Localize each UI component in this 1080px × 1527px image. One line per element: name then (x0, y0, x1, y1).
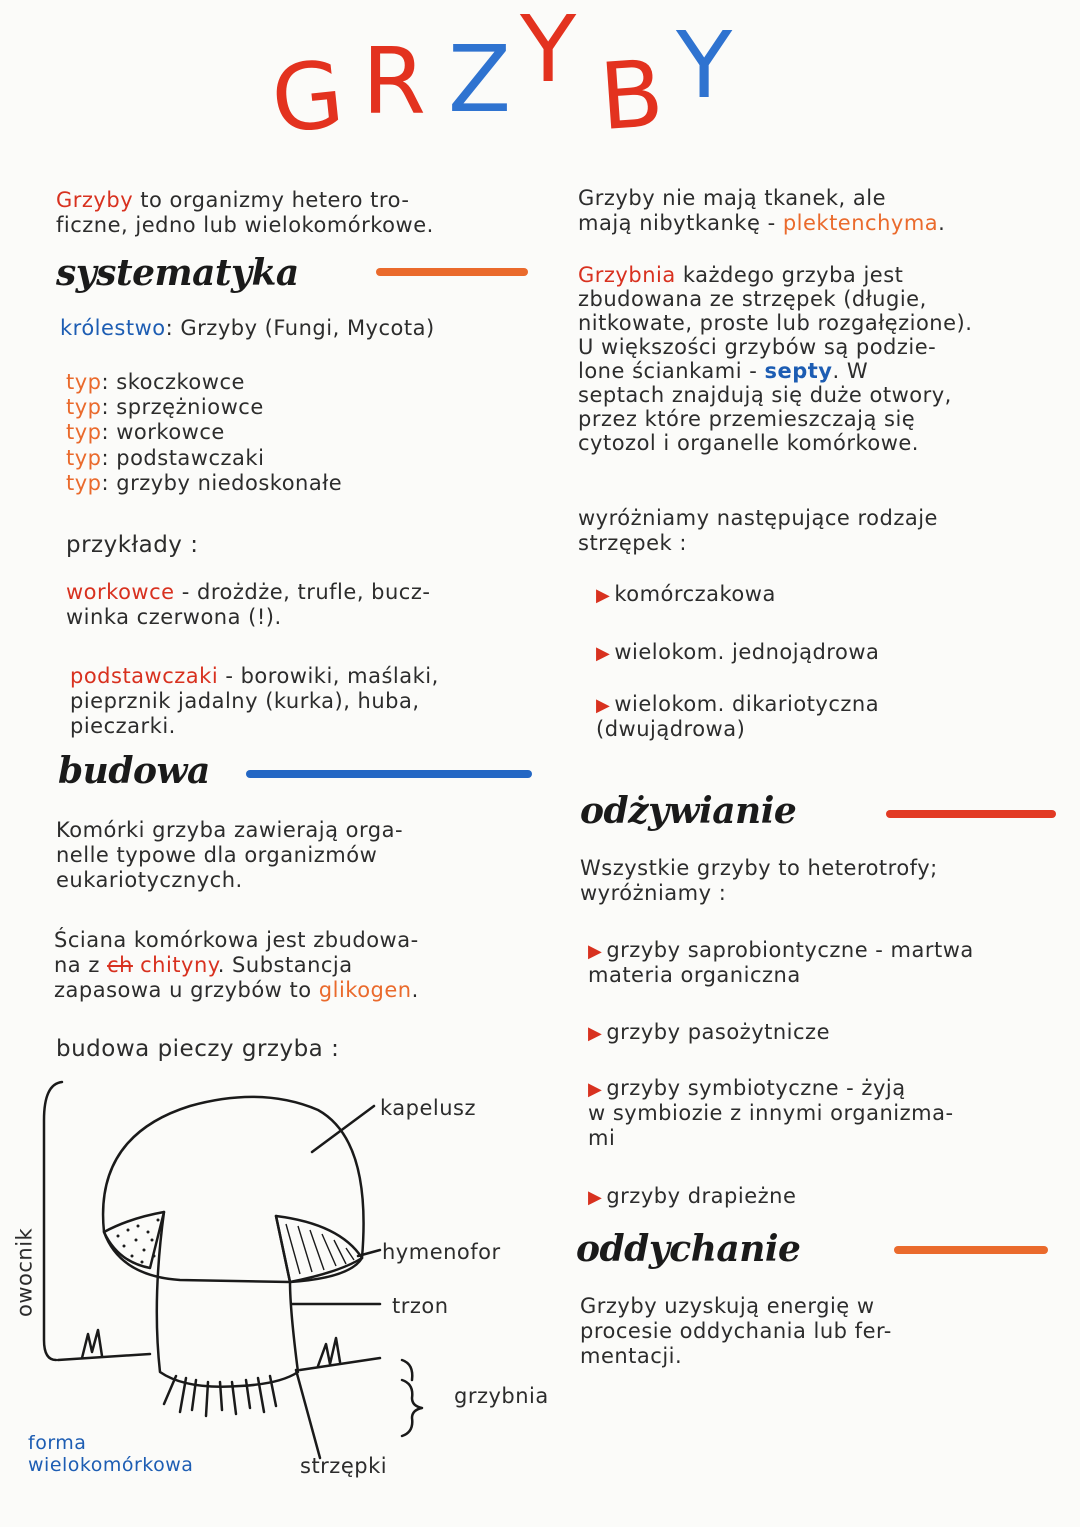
budowa-heading: budowa (58, 750, 210, 792)
odzywianie-item: ▶ grzyby pasożytnicze (588, 1020, 830, 1044)
owocnik-bracket (44, 1082, 62, 1360)
triangle-bullet-icon: ▶ (596, 643, 611, 664)
title-letter: Z (448, 26, 512, 133)
intro-text: Grzyby to organizmy hetero tro- ficzne, jedno lub wielokomórkowe. (56, 188, 434, 237)
rodzaj-item: ▶ wielokom. dikariotyczna (dwujądrowa) (596, 692, 880, 741)
label-trzon: trzon (392, 1294, 449, 1318)
rodzaj-item: ▶ wielokom. jednojądrowa (596, 640, 880, 664)
oddychanie-text: Grzyby uzyskują energię w procesie oddychania lub fer- mentacji. (580, 1294, 892, 1368)
triangle-bullet-icon: ▶ (588, 1079, 603, 1100)
budowa-p1: Komórki grzyba zawierają orga- nelle typowe dla organizmów eukariotycznych. (56, 818, 404, 892)
heading-underline (246, 770, 532, 778)
triangle-bullet-icon: ▶ (596, 695, 611, 716)
gills-left-icon (104, 1212, 164, 1268)
examples-label: przykłady : (66, 532, 199, 558)
intro-term: Grzyby (56, 188, 134, 212)
odzywianie-heading: odżywianie (580, 790, 797, 832)
title-letter: R (362, 28, 426, 135)
page-title (0, 0, 1080, 155)
odzywianie-item: ▶ grzyby symbiotyczne - żyją w symbiozie z innymi organizma- mi (588, 1076, 954, 1150)
grzybnia-text: Grzybnia każdego grzyba jest zbudowana ze strzępek (długie, nitkowate, proste lub rozgałęzione). U większości grzybów są podzie- lone ściankami - septy. W septach znajdują się duże otwory, przez które przemieszczają się cytozol i organelle komórkowe. (578, 263, 973, 455)
triangle-bullet-icon: ▶ (596, 585, 611, 606)
label-strzepki: strzępki (300, 1454, 388, 1478)
heading-underline (886, 810, 1056, 818)
types-list: typ: skoczkowce typ: sprzężniowce typ: workowce typ: podstawczaki typ: grzyby niedoskonałe (66, 370, 343, 495)
label-kapelusz: kapelusz (380, 1096, 477, 1120)
example-podstawczaki: podstawczaki - borowiki, maślaki, pieprznik jadalny (kurka), huba, pieczarki. (70, 664, 439, 738)
odzywianie-intro: Wszystkie grzyby to heterotrofy; wyróżniamy : (580, 856, 938, 905)
triangle-bullet-icon: ▶ (588, 1023, 603, 1044)
stem-outline (157, 1212, 298, 1387)
title-letter: Y (676, 12, 733, 119)
tissue-text: Grzyby nie mają tkanek, ale mają nibytkankę - plektenchyma. (578, 186, 946, 235)
rodzaje-intro: wyróżniamy następujące rodzaje strzępek : (578, 506, 938, 555)
title-letter: Y (520, 0, 577, 103)
example-workowce: workowce - drożdże, trufle, bucz- winka czerwona (!). (66, 580, 431, 629)
label-forma: forma wielokomórkowa (28, 1432, 194, 1477)
systematyka-heading: systematyka (56, 252, 299, 294)
triangle-bullet-icon: ▶ (588, 941, 603, 962)
odzywianie-item: ▶ grzyby saprobiontyczne - martwa materia organiczna (588, 938, 974, 987)
title-letter: B (596, 39, 667, 152)
label-owocnik: owocnik (12, 1227, 37, 1318)
budowa-p2: Ściana komórkowa jest zbudowa- na z ch chityny. Substancja zapasowa u grzybów to glikogen. (54, 928, 419, 1002)
rodzaj-item: ▶ komórczakowa (596, 582, 776, 606)
diagram-title: budowa pieczy grzyba : (56, 1036, 340, 1062)
label-grzybnia: grzybnia (454, 1384, 549, 1408)
label-hymenofor: hymenofor (382, 1240, 501, 1264)
kingdom-line: królestwo: Grzyby (Fungi, Mycota) (60, 316, 435, 340)
triangle-bullet-icon: ▶ (588, 1187, 603, 1208)
oddychanie-heading: oddychanie (576, 1228, 801, 1270)
heading-underline (376, 268, 528, 276)
odzywianie-item: ▶ grzyby drapieżne (588, 1184, 797, 1208)
cap-outline (103, 1097, 364, 1282)
heading-underline (894, 1246, 1048, 1254)
title-letter: G (266, 40, 349, 155)
